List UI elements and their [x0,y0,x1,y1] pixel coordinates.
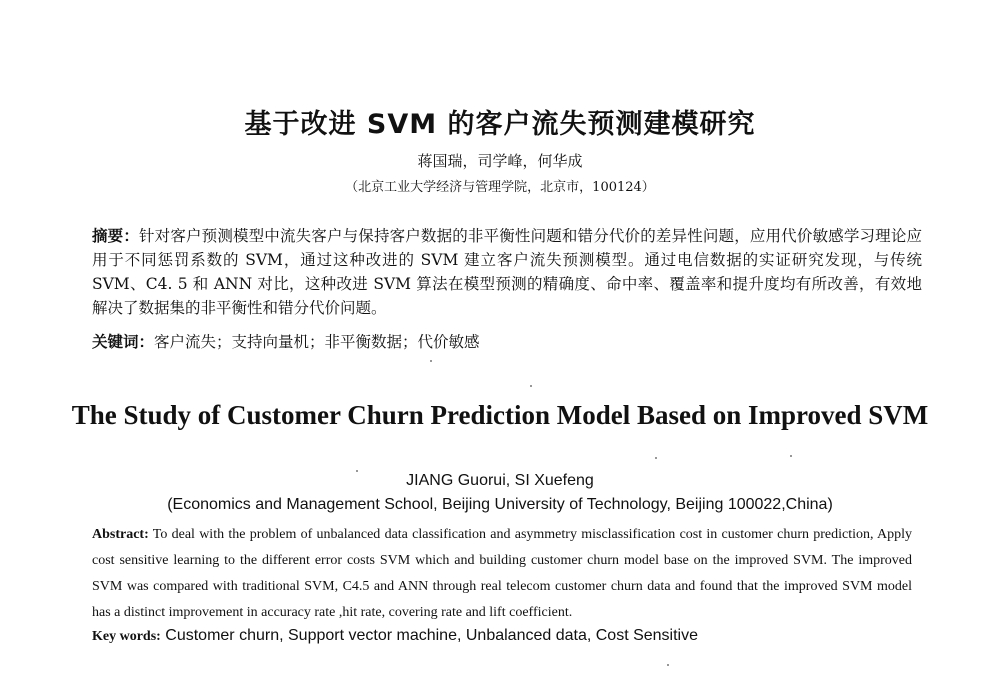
scan-speck [430,360,432,362]
cn-authors: 蒋国瑞，司学峰，何华成 [417,152,583,170]
cn-keywords-text: 客户流失；支持向量机；非平衡数据；代价敏感 [154,333,480,351]
en-keywords [92,627,922,645]
cn-title: 基于改进 SVM 的客户流失预测建模研究 [244,109,756,140]
cn-abstract [92,224,922,320]
cn-keywords [92,330,922,354]
en-authors: JIANG Guorui, SI Xuefeng [406,472,594,489]
scan-speck [655,457,657,459]
scan-speck [667,664,669,666]
scan-speck [356,470,358,472]
en-keywords-label: Key words: [92,629,161,644]
en-affiliation: (Economics and Management School, Beijing University of Technology, Beijing 100022,China) [167,496,833,513]
en-abstract-text: To deal with the problem of unbalanced data classification and asymmetry misclassification cost in customer churn prediction, Apply cost sensitive learning to the different error costs SVM which and building customer churn model base on the improved SVM. The improved SVM was compared with traditional SVM, C4.5 and ANN through real telecom customer churn data and found that the improved SVM model has a distinct improvement in accuracy rate ,hit rate, covering rate and lift coefficient. [92,527,912,620]
cn-keywords-label: 关键词： [92,332,155,351]
cn-abstract-label: 摘要： [92,226,139,245]
en-abstract [92,522,912,626]
cn-abstract-text: 针对客户预测模型中流失客户与保持客户数据的非平衡性问题和错分代价的差异性问题，应用代价敏感学习理论应用于不同惩罚系数的 SVM，通过这种改进的 SVM 建立客户流失预测模型。通过电信数据的实证研究发现，与传统 SVM、C4. 5 和 ANN 对比，这种改进 SVM 算法在模型预测的精确度、命中率、覆盖率和提升度均有所改善，有效地解决了数据集的非平衡性和错分代价问题。 [92,227,922,317]
en-keywords-text: Customer churn, Support vector machine, Unbalanced data, Cost Sensitive [165,627,698,644]
en-title: The Study of Customer Churn Prediction Model Based on Improved SVM [71,400,929,430]
scan-speck [790,455,792,457]
en-abstract-label: Abstract: [92,527,149,542]
cn-affiliation: （北京工业大学经济与管理学院，北京市，100124） [345,180,655,195]
scan-speck [530,385,532,387]
